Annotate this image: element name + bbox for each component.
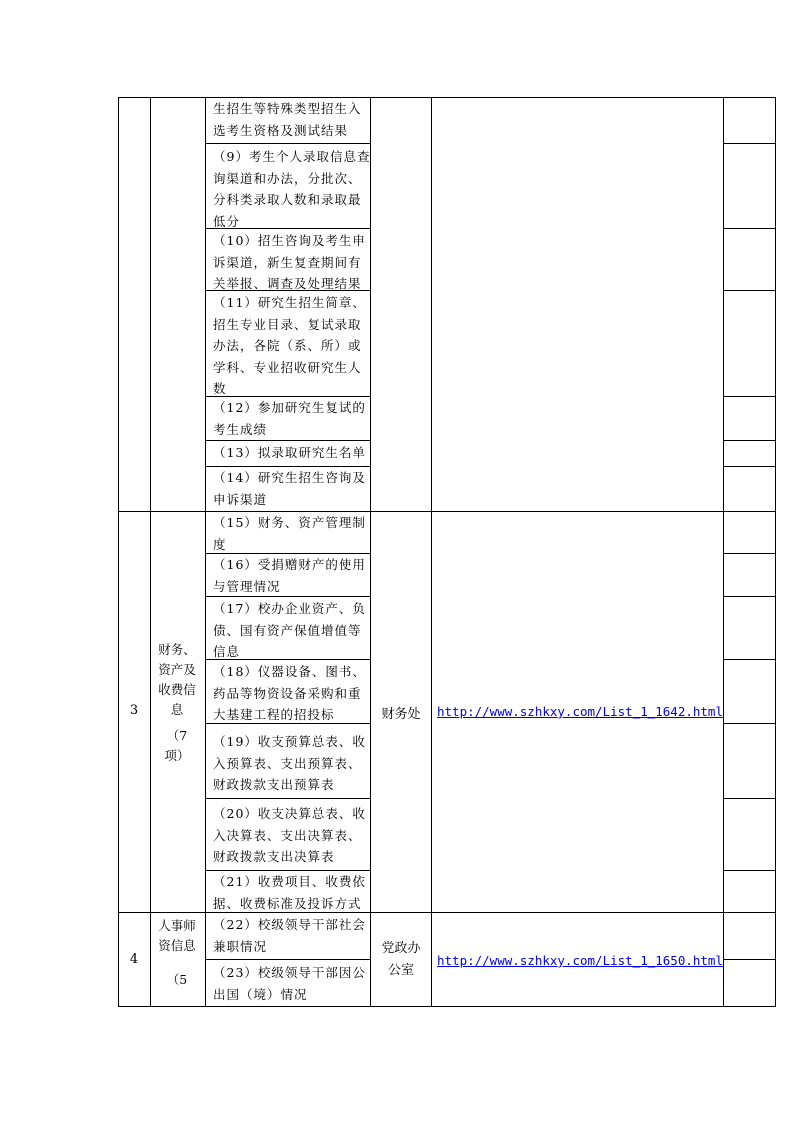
item-text-line: 入预算表、支出预算表、 [213,755,362,771]
table-border-left [118,97,119,1007]
item-separator [205,440,371,441]
item-text-line: （11）研究生招生简章、 [213,295,366,310]
item-text-line: （19）收支预算总表、收 [213,734,366,749]
note-separator [723,440,776,441]
item-text-line: （23）校级领导干部因公 [213,965,366,980]
item-text-line: 申诉渠道 [213,491,268,507]
item-text-line: 低分 [213,213,241,229]
item-text-line: （16）受捐赠财产的使用 [213,557,366,572]
category-text-line: 人事师 [158,918,196,933]
category-finance [150,640,204,766]
item-text-line: （21）收费项目、收费依 [213,874,366,889]
table-divider-link-left [431,97,432,1007]
note-separator [723,553,776,554]
item-text-line: 财政拨款支出预算表 [213,777,335,792]
category-text-line: 资信息 [158,938,196,953]
category-text-line: 资产及 [158,662,196,677]
item-text-line: （10）招生咨询及考生申 [213,233,366,248]
note-separator [723,723,776,724]
note-separator [723,396,776,397]
category-text-line: 财务、 [158,642,196,657]
item-text-line: 选考生资格及测试结果 [213,122,349,138]
item-text-line: 兼职情况 [213,938,268,954]
item-text-line: 关举报、调查及处理结果 [213,276,362,291]
item-text-line: 询渠道和办法，分批次、 [213,170,362,186]
item-9-admission-query [213,146,371,232]
item-text-line: 诉渠道，新生复查期间有 [213,254,362,270]
item-text-line: （18）仪器设备、图书、 [213,664,366,679]
note-separator [723,143,776,144]
table-divider-category-left [150,97,151,1007]
item-text-line: 生招生等特殊类型招生入 [213,101,362,116]
note-separator [723,596,776,597]
note-separator [723,798,776,799]
item-23-leader-abroad [213,962,365,1005]
item-21-fees [213,871,365,914]
department-text-line: 公室 [387,963,414,978]
item-text-line: （13）拟录取研究生名单 [213,445,366,460]
item-text-line: （15）财务、资产管理制 [213,515,366,530]
item-15-finance-rules [213,512,365,555]
item-text-line: 考生成绩 [213,421,268,437]
personnel-info-link[interactable]: http://www.szhkxy.com/List_1_1650.html [437,953,723,968]
item-text-line: 度 [213,536,227,552]
item-text-line: （20）收支决算总表、收 [213,806,366,821]
item-text-line: （9）考生个人录取信息查 [213,149,371,164]
item-11-graduate-brochure [213,292,365,400]
item-text-line: 信息 [213,644,241,659]
item-20-final-accounts [213,803,365,868]
row-number: 4 [129,952,139,967]
item-text-line: （17）校办企业资产、负 [213,601,366,616]
item-text-line: 办法，各院（系、所）或 [213,338,362,353]
category-text-line: 项） [164,748,190,763]
item-text-line: （22）校级领导干部社会 [213,917,366,932]
item-text-line: （12）参加研究生复试的 [213,400,366,415]
item-separator [205,959,371,960]
item-text-line: 与管理情况 [213,578,281,594]
category-text-line: 收费信 [158,682,196,697]
item-19-budget-tables [213,731,365,796]
category-text-line: （5 [166,972,188,987]
item-text-line: 数 [213,381,227,396]
item-13-admit-list [213,442,365,464]
category-personnel [150,916,204,990]
row-number: 3 [129,703,139,718]
item-text-line: 分科类录取人数和录取最 [213,192,362,207]
item-text-line: 药品等物资设备采购和重 [213,685,362,701]
note-separator [723,959,776,960]
department-finance-office: 财务处 [381,707,421,722]
item-10-admission-consult [213,230,365,295]
item-text-line: 学科、专业招收研究生人 [213,359,362,375]
item-14-graduate-consult [213,467,365,510]
item-separator [205,143,371,144]
category-spacer [150,956,204,970]
table-border-bottom [118,1006,776,1007]
item-22-leader-part-time [213,914,365,957]
item-text-line: （14）研究生招生咨询及 [213,470,366,485]
item-text-line: 财政拨款支出决算表 [213,849,335,864]
note-separator [723,870,776,871]
note-separator [723,290,776,291]
item-18-procurement-bidding [213,661,365,726]
department-party-office [371,938,431,982]
note-separator [723,466,776,467]
item-12-retest-scores [213,397,365,440]
item-17-school-enterprise-assets [213,598,365,663]
item-text-line: 大基建工程的招投标 [213,707,335,722]
item-text-line: 债、国有资产保值增值等 [213,622,362,638]
category-text-line: 息 [170,702,184,717]
item-text-line: 出国（境）情况 [213,986,308,1002]
note-separator [723,659,776,660]
note-separator [723,228,776,229]
category-text-line: （7 [166,728,188,743]
item-text-line: 入决算表、支出决算表、 [213,827,362,843]
item-16-donated-property [213,554,365,597]
item-text-line: 招生专业目录、复试录取 [213,316,362,332]
item-separator [205,798,371,799]
item-text-line: 据、收费标准及投诉方式 [213,895,362,911]
item-admission-special-types [213,98,365,141]
finance-info-link[interactable]: http://www.szhkxy.com/List_1_1642.html [437,704,723,719]
department-text-line: 党政办 [381,941,421,956]
